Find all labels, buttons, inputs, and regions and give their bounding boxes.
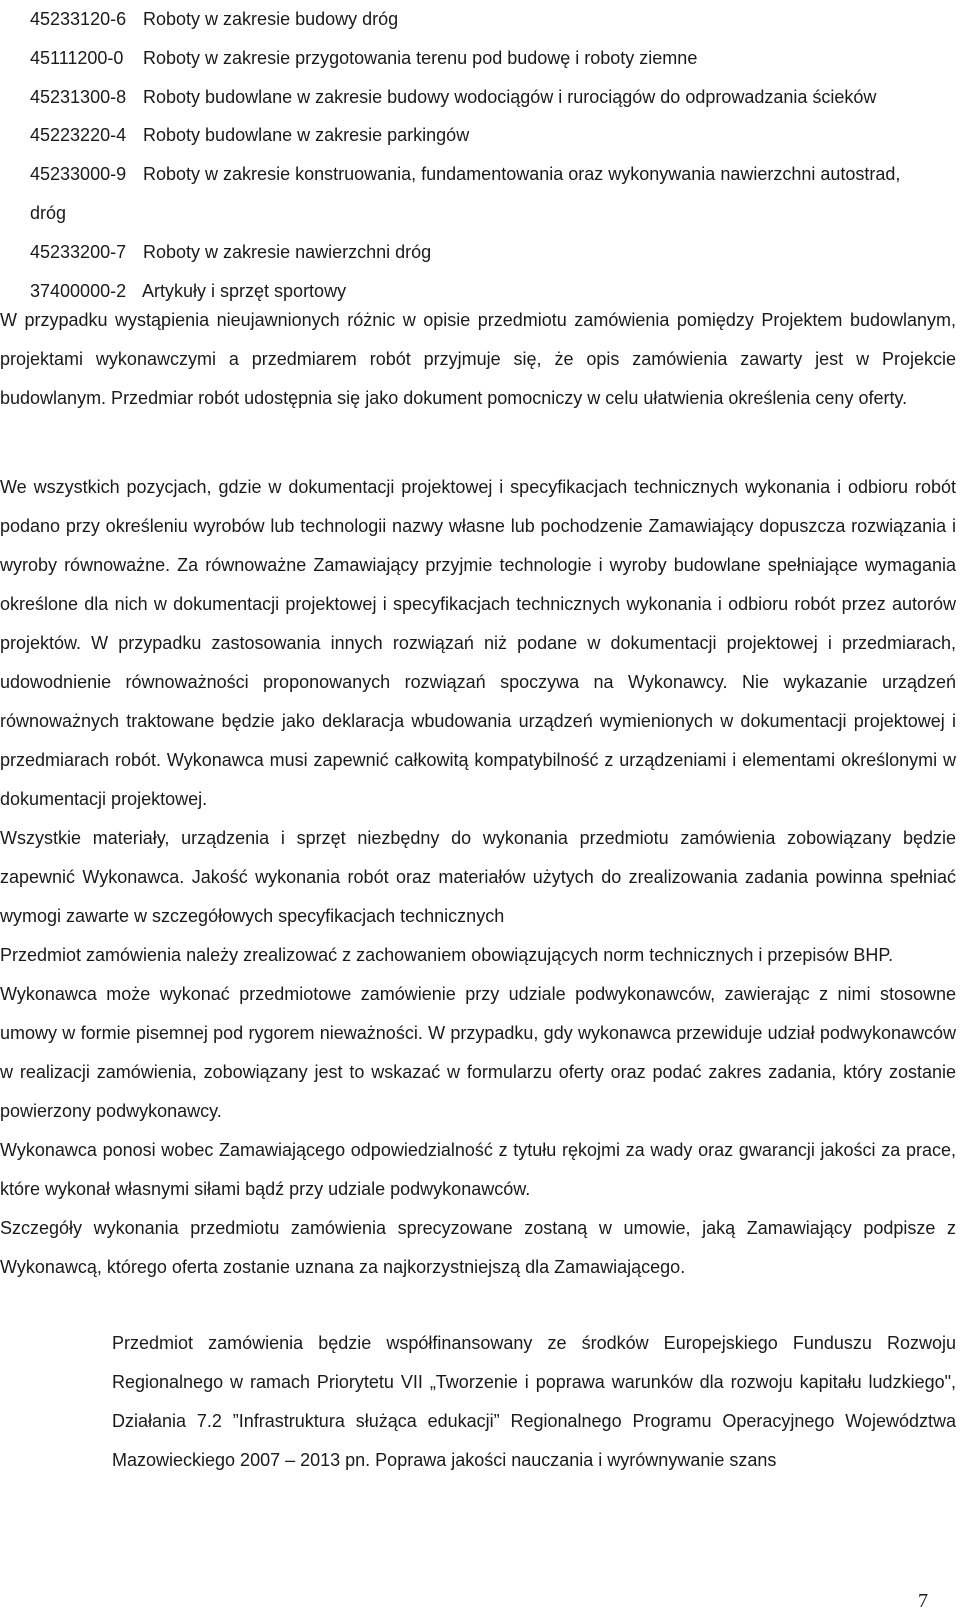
paragraph-contract: Szczegóły wykonania przedmiotu zamówienia sprecyzowane zostaną w umowie, jaką Zamawiający podpisze z Wykonawcą, którego oferta zostanie uznana za najkorzystniejszą dla Zamawiającego. <box>0 1218 956 1277</box>
cpv-code: 45111200-0 <box>30 47 124 68</box>
paragraph-equivalent-solutions: We wszystkich pozycjach, gdzie w dokumentacji projektowej i specyfikacjach technicznych wykonania i odbioru robót podano przy określeniu wyrobów lub technologii nazwy własne lub pochodzenie Zamawiający dopuszcza rozwiązania i wyroby równoważne. Za równoważne Zamawiający przyjmie technologie i wyroby budowlane spełniające wymagania określone dla nich w dokumentacji projektowej i specyfikacjach technicznych wykonania i odbioru robót przez autorów projektów. W przypadku zastosowania innych rozwiązań niż podane w dokumentacji projektowej i przedmiarach, udowodnienie równoważności proponowanych rozwiązań spoczywa na Wykonawcy. Nie wykazanie urządzeń równoważnych traktowane będzie jako deklaracja wbudowania urządzeń wymienionych w dokumentacji projektowej i przedmiarach robót. Wykonawca musi zapewnić całkowitą kompatybilność z urządzeniami i elementami określonymi w dokumentacji projektowej. <box>0 477 956 809</box>
cpv-description: Roboty w zakresie przygotowania terenu pod budowę i roboty ziemne <box>143 47 698 68</box>
paragraph-standards: Przedmiot zamówienia należy zrealizować z zachowaniem obowiązujących norm technicznych i przepisów BHP. <box>0 945 894 965</box>
cpv-description: Artykuły i sprzęt sportowy <box>142 280 347 301</box>
paragraph-discrepancies: W przypadku wystąpienia nieujawnionych różnic w opisie przedmiotu zamówienia pomiędzy Projektem budowlanym, projektami wykonawczymi a przedmiarem robót przyjmuje się, że opis zamówienia zawarty jest w Projekcie budowlanym. Przedmiar robót udostępnia się jako dokument pomocniczy w celu ułatwienia określenia ceny oferty. <box>0 310 956 408</box>
cpv-code: 37400000-2 <box>30 280 127 301</box>
cpv-description: Roboty budowlane w zakresie parkingów <box>143 125 470 146</box>
cpv-description: Roboty w zakresie budowy dróg <box>143 9 399 29</box>
paragraph-warranty: Wykonawca ponosi wobec Zamawiającego odpowiedzialność z tytułu rękojmi za wady oraz gwarancji jakości za prace, które wykonał własnymi siłami bądź przy udziale podwykonawców. <box>0 1140 956 1199</box>
cpv-description: Roboty budowlane w zakresie budowy wodociągów i rurociągów do odprowadzania ścieków <box>143 86 877 107</box>
cpv-item <box>30 78 930 117</box>
cpv-description: Roboty w zakresie nawierzchni dróg <box>143 241 432 262</box>
cpv-code: 45231300-8 <box>30 86 127 107</box>
page-number: 7 <box>918 1590 928 1612</box>
cpv-code: 45223220-4 <box>30 125 127 146</box>
paragraph-subcontractors: Wykonawca może wykonać przedmiotowe zamówienie przy udziale podwykonawców, zawierając z nimi stosowne umowy w formie pisemnej pod rygorem nieważności. W przypadku, gdy wykonawca przewiduje udział podwykonawców w realizacji zamówienia, zobowiązany jest to wskazać w formularzu oferty oraz podać zakres zadania, który zostanie powierzony podwykonawcy. <box>0 984 956 1121</box>
body-text-block-1 <box>0 301 956 418</box>
paragraph-funding: Przedmiot zamówienia będzie współfinansowany ze środków Europejskiego Funduszu Rozwoju Regionalnego w ramach Priorytetu VII „Tworzenie i poprawa warunków dla rozwoju kapitału ludzkiego", Działania 7.2 ”Infrastruktura służąca edukacji” Regionalnego Programu Operacyjnego Województwa Mazowieckiego 2007 – 2013 pn. Poprawa jakości nauczania i wyrównywanie szans <box>112 1333 956 1470</box>
paragraph-materials: Wszystkie materiały, urządzenia i sprzęt niezbędny do wykonania przedmiotu zamówienia zobowiązany będzie zapewnić Wykonawca. Jakość wykonania robót oraz materiałów użytych do zrealizowania zadania powinna spełniać wymogi zawarte w szczegółowych specyfikacjach technicznych <box>0 828 956 926</box>
cpv-code-list <box>30 0 930 310</box>
cpv-description: Roboty w zakresie konstruowania, fundamentowania oraz wykonywania nawierzchni autostrad, dróg <box>30 164 901 223</box>
cpv-code: 45233000-9 <box>30 164 127 185</box>
cpv-code: 45233120-6 <box>30 9 127 29</box>
cpv-item <box>30 39 930 78</box>
cpv-code: 45233200-7 <box>30 241 127 262</box>
cpv-item <box>30 155 930 233</box>
cpv-item <box>30 233 930 272</box>
cpv-item <box>30 116 930 155</box>
cpv-item <box>30 0 930 39</box>
funding-block <box>112 1324 956 1480</box>
body-text-block-2 <box>0 468 956 1287</box>
